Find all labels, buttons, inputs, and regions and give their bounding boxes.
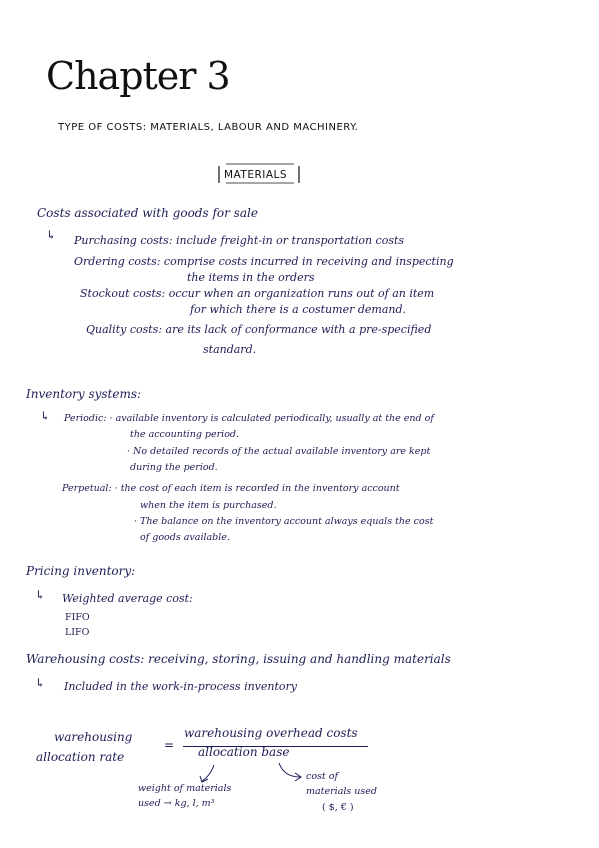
stockout-costs-line2: for which there is a costumer demand. xyxy=(190,303,406,316)
arrow-icon: ↳ xyxy=(46,228,57,242)
weight-of-materials-line2: used → kg, l, m³ xyxy=(138,798,215,809)
rate-label-line2: allocation rate xyxy=(36,750,125,764)
periodic-line3: · No detailed records of the actual available inventory are kept xyxy=(127,446,431,457)
weight-of-materials-line1: weight of materials xyxy=(138,783,232,794)
cost-of-materials-units: ( $, € ) xyxy=(322,802,354,813)
formula-denominator: allocation base xyxy=(198,745,290,759)
stockout-costs-line1: Stockout costs: occur when an organization runs out of an item xyxy=(80,287,435,300)
lifo-label: LIFO xyxy=(65,627,90,638)
quality-costs-line1: Quality costs: are its lack of conformance with a pre-specified xyxy=(86,323,432,336)
periodic-line2: the accounting period. xyxy=(130,429,240,440)
purchasing-costs: Purchasing costs: include freight-in or transportation costs xyxy=(74,234,405,247)
ordering-costs-line2: the items in the orders xyxy=(187,271,315,284)
quality-costs-line2: standard. xyxy=(203,343,257,356)
page-title: Chapter 3 xyxy=(46,54,230,98)
fifo-label: FIFO xyxy=(65,612,90,623)
weighted-average-cost: Weighted average cost: xyxy=(62,592,193,605)
warehousing-heading: Warehousing costs: receiving, storing, issuing and handling materials xyxy=(26,652,451,666)
goods-for-sale-heading: Costs associated with goods for sale xyxy=(37,206,258,220)
rate-label-line1: warehousing xyxy=(54,730,133,744)
ordering-costs-line1: Ordering costs: comprise costs incurred in receiving and inspecting xyxy=(74,255,454,268)
cost-of-materials-line1: cost of xyxy=(306,771,338,782)
arrow-icon: ↳ xyxy=(35,676,46,690)
pricing-inventory-heading: Pricing inventory: xyxy=(26,564,136,578)
periodic-line4: during the period. xyxy=(130,462,218,473)
perpetual-line3: · The balance on the inventory account always equals the cost xyxy=(134,516,434,527)
materials-heading: MATERIALS xyxy=(224,169,288,181)
arrow-icon: ↳ xyxy=(40,409,51,423)
perpetual-line2: when the item is purchased. xyxy=(140,500,277,511)
perpetual-line4: of goods available. xyxy=(140,532,230,543)
arrow-icon: ↳ xyxy=(35,588,46,602)
periodic-line1: Periodic: · available inventory is calculated periodically, usually at the end of xyxy=(64,413,434,424)
equals-sign: = xyxy=(164,738,175,752)
formula-numerator: warehousing overhead costs xyxy=(184,726,358,740)
page-subtitle: TYPE OF COSTS: MATERIALS, LABOUR AND MACHINERY. xyxy=(58,122,359,133)
inventory-systems-heading: Inventory systems: xyxy=(26,387,142,401)
included-in-wip: Included in the work-in-process inventory xyxy=(64,680,298,693)
perpetual-line1: Perpetual: · the cost of each item is recorded in the inventory account xyxy=(62,483,400,494)
cost-of-materials-line2: materials used xyxy=(306,786,377,797)
